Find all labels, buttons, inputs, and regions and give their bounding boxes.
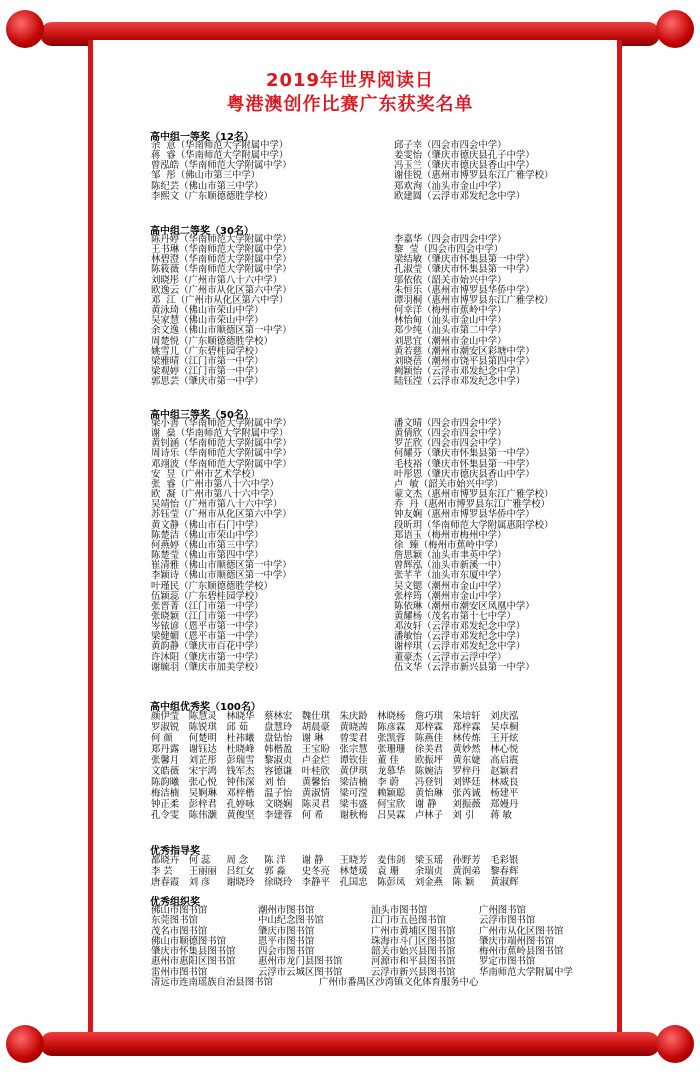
name-row xyxy=(151,744,528,755)
award-entry: 曾辉泓（汕头市新溪一中） xyxy=(394,560,507,572)
teacher-award-grid xyxy=(151,855,528,888)
award-entry: 朱恒乐（惠州市博罗县华侨中学） xyxy=(394,284,535,296)
award-entry: 毛枝裕（肇庆市怀集县第一中学） xyxy=(394,458,535,470)
award-entry: 詹思颖（汕头市聿英中学） xyxy=(394,550,507,562)
person-name: 蒋 敏 xyxy=(490,810,512,822)
person-name: 谢秋梅 xyxy=(339,810,368,822)
person-name: 都晓卉 xyxy=(151,855,180,866)
library-name: 肇庆市怀集县图书馆 xyxy=(151,946,236,958)
award-entry: 梁结敏（肇庆市怀集县第一中学） xyxy=(394,254,535,266)
award-entry: 何耀芬（肇庆市怀集县第一中学） xyxy=(394,448,535,460)
library-name: 云浮市云城区图书馆 xyxy=(258,966,343,978)
library-name: 佛山市图书馆 xyxy=(151,905,208,916)
library-name: 云浮市图书馆 xyxy=(479,915,536,927)
award-entry: 邓翊波（华南师范大学附属中学） xyxy=(151,458,292,470)
award-entry: 吴家慧（佛山市荣山中学） xyxy=(151,315,264,327)
award-entry: 欧建圆（云浮市邓发纪念中学） xyxy=(394,190,526,202)
award-entry: 黄韵静（肇庆市百花中学） xyxy=(151,641,264,653)
name-row xyxy=(151,877,528,888)
name-row xyxy=(151,810,528,821)
person-name: 欧振坪 xyxy=(414,755,443,767)
name-row xyxy=(151,788,528,799)
name-row xyxy=(151,799,528,810)
page-title-line2: 粤港澳创作比赛广东获奖名单 xyxy=(226,94,474,115)
award-entry: 郭思芸（肇庆市第一中学） xyxy=(151,376,264,388)
library-name: 潮州市图书馆 xyxy=(258,905,315,916)
award-entry: 罗芷欣（四会市四会中学） xyxy=(394,438,507,450)
person-name: 王丽丽 xyxy=(188,866,217,878)
person-name: 郑梓霖 xyxy=(452,722,481,734)
section-heading-excellent: 高中组优秀奖（100名） xyxy=(150,702,261,713)
award-entry: 刘晓蓓（潮州市饶平县第四中学） xyxy=(394,355,535,367)
person-name: 唐春霞 xyxy=(151,877,180,889)
name-row xyxy=(151,866,528,877)
library-name: 惠州市惠阳区图书馆 xyxy=(151,956,236,968)
name-row xyxy=(151,855,528,866)
person-name: 张芮诚 xyxy=(452,788,481,800)
person-name: 卢金烂 xyxy=(301,755,330,767)
person-name: 孙野芳 xyxy=(452,855,481,866)
award-entry: 张 睿（广州市第八十六中学） xyxy=(151,478,279,490)
person-name: 何 颜 xyxy=(151,733,173,745)
person-name: 卢林子 xyxy=(414,810,443,822)
person-name: 林晓杨 xyxy=(377,711,406,722)
person-name: 余瑞贞 xyxy=(414,866,443,878)
person-name: 刘振薇 xyxy=(452,799,481,811)
person-name: 毛彩银 xyxy=(490,855,519,866)
person-name: 黄东婕 xyxy=(452,755,481,767)
person-name: 陈韵曦 xyxy=(151,777,180,789)
person-name: 吕昊霖 xyxy=(377,810,406,822)
person-name: 陈灵君 xyxy=(301,799,330,811)
award-entry: 谢佳锐（惠州市博罗县东江广雅学校） xyxy=(394,170,554,182)
library-name: 恩平市图书馆 xyxy=(258,935,315,947)
person-name: 张心悦 xyxy=(188,777,217,789)
award-entry: 谢毓羽（肇庆市加美学校） xyxy=(151,661,264,673)
award-entry: 徐 臻（梅州市蕉岭中学） xyxy=(394,539,504,551)
award-entry: 张晓颖（江门市第一中学） xyxy=(151,610,264,622)
person-name: 罗淑锐 xyxy=(151,722,180,734)
person-name: 李建蓉 xyxy=(264,810,293,822)
library-name: 广州图书馆 xyxy=(479,905,526,916)
person-name: 梁洁楠 xyxy=(339,777,368,789)
first-prize-right-list xyxy=(394,141,553,202)
award-entry: 许沐阳（肇庆市第一中学） xyxy=(151,651,264,663)
person-name: 陈燕佳 xyxy=(414,733,443,745)
person-name: 林晓华 xyxy=(226,711,255,722)
person-name: 文皓薇 xyxy=(151,766,180,778)
scroll-bottom-rod xyxy=(40,1032,660,1056)
person-name: 董 佳 xyxy=(377,755,399,767)
person-name: 林威良 xyxy=(490,777,519,789)
person-name: 林楚瑗 xyxy=(339,866,368,878)
award-entry: 陆钰滢（云浮市邓发纪念中学） xyxy=(394,376,526,388)
award-entry: 黎 莹（四会市四会中学） xyxy=(394,244,504,256)
person-name: 周 念 xyxy=(226,855,249,866)
award-entry: 梁雅晴（江门市第一中学） xyxy=(151,355,264,367)
award-entry: 曾泓皓（华南师范大学附属中学） xyxy=(151,160,292,172)
award-entry: 姜雯怡（肇庆市德庆县孔子中学） xyxy=(394,150,535,162)
award-entry: 冯玉兰（肇庆市德庆县香山中学） xyxy=(394,160,535,172)
award-entry: 梁健媚（恩平市第一中学） xyxy=(151,631,264,643)
name-row xyxy=(151,722,528,733)
award-entry: 黄若慈（潮州市潮安区彩塘中学） xyxy=(394,345,535,357)
library-name: 华南师范大学附属中学 xyxy=(479,966,573,978)
person-name: 谢晓玲 xyxy=(226,877,255,889)
award-entry: 黄钊涵（华南师范大学附属中学） xyxy=(151,438,292,450)
section-heading-second: 高中组二等奖（30名） xyxy=(150,226,254,237)
award-entry: 梁小善（华南师范大学附属中学） xyxy=(151,418,292,429)
person-name: 韩楷盈 xyxy=(264,744,293,756)
person-name: 钱军杰 xyxy=(226,766,255,778)
second-prize-left-list xyxy=(151,235,292,387)
award-entry: 陈纪芸（佛山市第三中学） xyxy=(151,180,264,192)
award-entry: 伍文华（云浮市新兴县第一中学） xyxy=(394,661,535,673)
award-entry: 段昕玥（华南师范大学附属惠阳学校） xyxy=(394,519,554,531)
section-heading-first: 高中组一等奖（12名） xyxy=(150,132,254,143)
section-heading-third: 高中组三等奖（50名） xyxy=(150,410,254,421)
person-name: 陈慧灵 xyxy=(188,711,217,722)
person-name: 郭 淼 xyxy=(264,866,286,878)
person-name: 陈彭凤 xyxy=(377,877,406,889)
award-entry: 伍颖蕊（广东碧桂园学校） xyxy=(151,590,264,602)
award-entry: 崔清雅（佛山市顺德区第一中学） xyxy=(151,560,292,572)
person-name: 魏仕琪 xyxy=(301,711,330,722)
person-name: 冯登钊 xyxy=(414,777,443,789)
library-name: 东莞图书馆 xyxy=(151,915,198,927)
award-entry: 欧逸云（广州市从化区第六中学） xyxy=(151,284,292,296)
award-entry: 卢 敏（韶关市始兴中学） xyxy=(394,478,504,490)
org-last-right: 广州市番禺区沙湾镇文化体育服务中心 xyxy=(319,977,479,989)
name-row xyxy=(151,711,528,722)
person-name: 梁玉瑶 xyxy=(414,855,443,866)
person-name: 王宝盼 xyxy=(301,744,330,756)
person-name: 刘 怡 xyxy=(264,777,286,789)
name-row xyxy=(151,777,528,788)
library-name: 汕头市图书馆 xyxy=(371,905,428,916)
person-name: 彭梓君 xyxy=(188,799,217,811)
award-entry: 林碧澄（华南师范大学附属中学） xyxy=(151,254,292,266)
library-name: 云浮市新兴县图书馆 xyxy=(371,966,456,978)
award-entry: 欧 凝（广州市第八十六中学） xyxy=(151,489,279,501)
award-entry: 潘文晴（四会市四会中学） xyxy=(394,418,507,429)
person-name: 叶桂欣 xyxy=(301,766,330,778)
award-entry: 蒙文杰（惠州市博罗县东江广雅学校） xyxy=(394,489,554,501)
award-entry: 林怡甸（汕头市金山中学） xyxy=(394,315,507,327)
person-name: 吕红女 xyxy=(226,866,255,878)
person-name: 何楚明 xyxy=(188,733,217,745)
award-entry: 陈楚莹（佛山市第四中学） xyxy=(151,550,264,562)
person-name: 赖颖聪 xyxy=(377,788,406,800)
person-name: 温子怡 xyxy=(264,788,293,800)
person-name: 陈彦霖 xyxy=(377,722,406,734)
award-entry: 郑少纯（汕头市第二中学） xyxy=(394,325,507,337)
award-entry: 吴靖怡（广州市第八十六中学） xyxy=(151,499,283,511)
person-name: 彭瑞雪 xyxy=(226,755,255,767)
award-entry: 郑语玉（梅州市梅州中学） xyxy=(394,529,507,541)
section-heading-teachers: 优秀指导奖 xyxy=(150,846,200,857)
library-name: 四会市图书馆 xyxy=(258,946,315,958)
award-entry: 梁观婷（江门市第一中学） xyxy=(151,366,264,378)
award-entry: 陈依琳（潮州市潮安区凤凰中学） xyxy=(394,600,535,612)
person-name: 郑梓霖 xyxy=(414,722,443,734)
award-entry: 陈筱薇（华南师范大学附属中学） xyxy=(151,264,292,276)
award-entry: 董豪杰（云浮市云浮中学） xyxy=(394,651,507,663)
section-heading-orgs: 优秀组织奖 xyxy=(150,897,200,908)
library-name: 中山纪念图书馆 xyxy=(258,915,324,927)
library-name: 广州市从化区图书馆 xyxy=(479,925,564,937)
second-prize-right-list xyxy=(394,235,553,387)
award-entry: 邓 江（广州市从化区第六中学） xyxy=(151,294,289,306)
person-name: 黄润弟 xyxy=(452,866,481,878)
org-award-grid xyxy=(151,906,573,988)
award-entry: 叶彤恩（肇庆市德庆县香山中学） xyxy=(394,468,535,480)
person-name: 黎春辉 xyxy=(490,866,519,878)
person-name: 罗梓丹 xyxy=(452,766,481,778)
library-name: 肇庆市端州图书馆 xyxy=(479,935,555,947)
award-entry: 张芊芊（汕头市东厦中学） xyxy=(394,570,507,582)
award-entry: 郑欢洵（汕头市金山中学） xyxy=(394,180,507,192)
award-entry: 李嘉华（四会市四会中学） xyxy=(394,234,507,245)
award-entry: 谢梓琪（云浮市邓发纪念中学） xyxy=(394,641,526,653)
award-entry: 邬依依（韶关市始兴中学） xyxy=(394,274,507,286)
person-name: 梁韦盛 xyxy=(339,799,368,811)
person-name: 陈伟灏 xyxy=(188,810,217,822)
person-name: 詹巧琪 xyxy=(414,711,443,722)
person-name: 张珊珊 xyxy=(377,744,406,756)
person-name: 郑嫚丹 xyxy=(490,799,519,811)
library-name: 惠州市龙门县图书馆 xyxy=(258,956,343,968)
person-name: 谢 琳 xyxy=(301,733,324,745)
award-entry: 陈楚洁（佛山市荣山中学） xyxy=(151,529,264,541)
award-entry: 陈丹婷（华南师范大学附属中学） xyxy=(151,234,292,245)
name-row xyxy=(151,755,528,766)
person-name: 黎淑贞 xyxy=(264,755,293,767)
library-name: 肇庆市图书馆 xyxy=(258,925,315,937)
library-name: 珠海市斗门区图书馆 xyxy=(371,935,456,947)
person-name: 黄妙然 xyxy=(452,744,481,756)
award-entry: 阙颖怡（云浮市邓发纪念中学） xyxy=(394,366,526,378)
award-entry: 余 意（华南师范大学附属中学） xyxy=(151,140,289,151)
person-name: 宋宇鸿 xyxy=(188,766,217,778)
org-award-rows xyxy=(151,906,573,978)
person-name: 张宗慧 xyxy=(339,744,368,756)
person-name: 龙慕华 xyxy=(377,766,406,778)
library-name: 韶关市始兴县图书馆 xyxy=(371,946,456,958)
person-name: 陈锐琪 xyxy=(188,722,217,734)
person-name: 袁 珊 xyxy=(377,866,399,878)
third-prize-right-list xyxy=(394,419,553,673)
person-name: 胡晨豪 xyxy=(301,722,330,734)
person-name: 何 蕊 xyxy=(188,855,211,866)
library-name: 河源市和平县图书馆 xyxy=(371,956,456,968)
award-entry: 何燕婷（佛山市第三中学） xyxy=(151,539,264,551)
person-name: 王晓芳 xyxy=(339,855,368,866)
award-entry: 张晋菁（江门市第一中学） xyxy=(151,600,264,612)
person-name: 颜伊莹 xyxy=(151,711,180,722)
person-name: 谢 静 xyxy=(414,799,437,811)
award-entry: 孔淑莹（肇庆市怀集县第一中学） xyxy=(394,264,535,276)
award-entry: 乔 丹（惠州市博罗县东江广雅学校） xyxy=(394,499,550,511)
person-name: 高启震 xyxy=(490,755,519,767)
person-name: 李 蔚 xyxy=(377,777,399,789)
person-name: 刘 彦 xyxy=(188,877,211,889)
scroll-knob-top-left xyxy=(6,10,44,48)
award-entry: 叶瑾民（广东顺德德胜学校） xyxy=(151,580,273,592)
person-name: 李 芸 xyxy=(151,866,173,878)
person-name: 陈 洋 xyxy=(264,855,286,866)
person-name: 陈 颖 xyxy=(452,877,475,889)
page-title-line1: 2019年世界阅读日 xyxy=(265,70,435,91)
person-name: 梅洁楠 xyxy=(151,788,180,800)
award-entry: 何幸洋（梅州市蕉岭中学） xyxy=(394,305,507,317)
library-name: 江门市五邑图书馆 xyxy=(371,915,447,927)
person-name: 钟伟深 xyxy=(226,777,255,789)
person-name: 杜祎曦 xyxy=(226,733,255,745)
org-last-left: 清远市连南瑶族自治县图书馆 xyxy=(151,977,273,989)
person-name: 孔国忠 xyxy=(339,877,368,889)
person-name: 张凯蓉 xyxy=(377,733,406,745)
person-name: 徐美君 xyxy=(414,744,443,756)
third-prize-left-list xyxy=(151,419,292,673)
org-award-last-row xyxy=(151,978,573,988)
person-name: 黄淑情 xyxy=(301,788,330,800)
award-entry: 李熙文（广东顺德德胜学校） xyxy=(151,190,273,202)
award-entry: 谢 燊（华南师范大学附属中学） xyxy=(151,428,289,440)
person-name: 黄伊琪 xyxy=(339,766,368,778)
award-entry: 黄倩欣（四会市四会中学） xyxy=(394,428,507,440)
person-name: 吴婀琳 xyxy=(188,788,217,800)
award-entry: 邹 彤（佛山市第三中学） xyxy=(151,170,261,182)
person-name: 何 希 xyxy=(301,810,324,822)
person-name: 麦伟剑 xyxy=(377,855,406,866)
person-name: 李静平 xyxy=(301,877,330,889)
award-entry: 李颖诗（佛山市顺德区第一中学） xyxy=(151,570,292,582)
first-prize-left-list xyxy=(151,141,292,202)
award-entry: 岑铱谚（恩平市第一中学） xyxy=(151,621,264,633)
award-entry: 黄耀杨（茂名市第十七中学） xyxy=(394,610,516,622)
person-name: 刘庆泓 xyxy=(490,711,519,722)
person-name: 赵颖君 xyxy=(490,766,519,778)
library-name: 佛山市顺德图书馆 xyxy=(151,935,227,947)
excellent-award-grid xyxy=(151,711,528,821)
award-entry: 邱子幸（四会市四会中学） xyxy=(394,140,507,151)
name-row xyxy=(151,766,528,777)
person-name: 邱 茹 xyxy=(226,722,249,734)
award-entry: 王书琳（华南师范大学附属中学） xyxy=(151,244,292,256)
person-name: 邓梓楷 xyxy=(226,788,255,800)
award-entry: 安 昱（广州市艺术学校） xyxy=(151,468,261,480)
person-name: 盘钻怡 xyxy=(264,733,293,745)
award-entry: 潘敏怡（云浮市邓发纪念中学） xyxy=(394,631,526,643)
award-entry: 余文逸（佛山市顺德区第一中学） xyxy=(151,325,292,337)
person-name: 盘慧玲 xyxy=(264,722,293,734)
name-row xyxy=(151,733,528,744)
scroll-knob-bottom-left xyxy=(6,1025,44,1063)
person-name: 何宝欣 xyxy=(377,799,406,811)
library-name: 罗定市图书馆 xyxy=(479,956,536,968)
person-name: 林心悦 xyxy=(490,744,519,756)
award-entry: 刘晓彤（广州市第八十六中学） xyxy=(151,274,283,286)
person-name: 孔婷咏 xyxy=(226,799,255,811)
award-entry: 张梓筠（潮州市金山中学） xyxy=(394,590,507,602)
award-entry: 钟友娴（惠州市博罗县华侨中学） xyxy=(394,509,535,521)
person-name: 张馨月 xyxy=(151,755,180,767)
person-name: 蔡林宏 xyxy=(264,711,293,722)
person-name: 杨建平 xyxy=(490,788,519,800)
person-name: 谭钦佳 xyxy=(339,755,368,767)
person-name: 徐晓玲 xyxy=(264,877,293,889)
library-name: 雷州市图书馆 xyxy=(151,966,208,978)
award-entry: 姚雪儿（广东碧桂园学校） xyxy=(151,345,264,357)
award-entry: 黄泳琦（佛山市荣山中学） xyxy=(151,305,264,317)
library-name: 茂名市图书馆 xyxy=(151,925,208,937)
award-entry: 邓汝轩（云浮市邓发纪念中学） xyxy=(394,621,526,633)
person-name: 刘芷彤 xyxy=(188,755,217,767)
person-name: 林传炼 xyxy=(452,733,481,745)
person-name: 吴卓桐 xyxy=(490,722,519,734)
person-name: 黄俊坚 xyxy=(226,810,255,822)
person-name: 梁可滢 xyxy=(339,788,368,800)
person-name: 曾雯君 xyxy=(339,733,368,745)
award-entry: 周诗乐（华南师范大学附属中学） xyxy=(151,448,292,460)
person-name: 陈婉洁 xyxy=(414,766,443,778)
person-name: 王开炫 xyxy=(490,733,519,745)
person-name: 谢 静 xyxy=(301,855,324,866)
award-entry: 谭羽桐（惠州市博罗县东江广雅学校） xyxy=(394,294,554,306)
person-name: 黄馨怡 xyxy=(301,777,330,789)
library-name: 梅州市蕉岭县图书馆 xyxy=(479,946,564,958)
award-entry: 蒋 睿（华南师范大学附属中学） xyxy=(151,150,289,162)
person-name: 文晓娴 xyxy=(264,799,293,811)
award-entry: 刘思宜（潮州市金山中学） xyxy=(394,335,507,347)
person-name: 刘金燕 xyxy=(414,877,443,889)
award-entry: 吴文锶（潮州市金山中学） xyxy=(394,580,507,592)
person-name: 容德谦 xyxy=(264,766,293,778)
person-name: 黄淑辉 xyxy=(490,877,519,889)
award-entry: 苏钰莹（广州市从化区第六中学） xyxy=(151,509,292,521)
award-entry: 周楚悦（广东顺德德胜学校） xyxy=(151,335,273,347)
person-name: 黄怡琳 xyxy=(414,788,443,800)
person-name: 钟正柔 xyxy=(151,799,180,811)
person-name: 朱培轩 xyxy=(452,711,481,722)
person-name: 黄晓茜 xyxy=(339,722,368,734)
person-name: 郑丹露 xyxy=(151,744,180,756)
person-name: 杜晓峰 xyxy=(226,744,255,756)
person-name: 孔令雯 xyxy=(151,810,180,822)
scroll-knob-top-right xyxy=(656,10,694,48)
person-name: 刘铧廷 xyxy=(452,777,481,789)
award-entry: 黄文静（佛山市石门中学） xyxy=(151,519,264,531)
person-name: 史冬亮 xyxy=(301,866,330,878)
person-name: 刘 引 xyxy=(452,810,475,822)
person-name: 谢钰达 xyxy=(188,744,217,756)
person-name: 朱庆龄 xyxy=(339,711,368,722)
scroll-knob-bottom-right xyxy=(656,1025,694,1063)
library-name: 广州市黄埔区图书馆 xyxy=(371,925,456,937)
